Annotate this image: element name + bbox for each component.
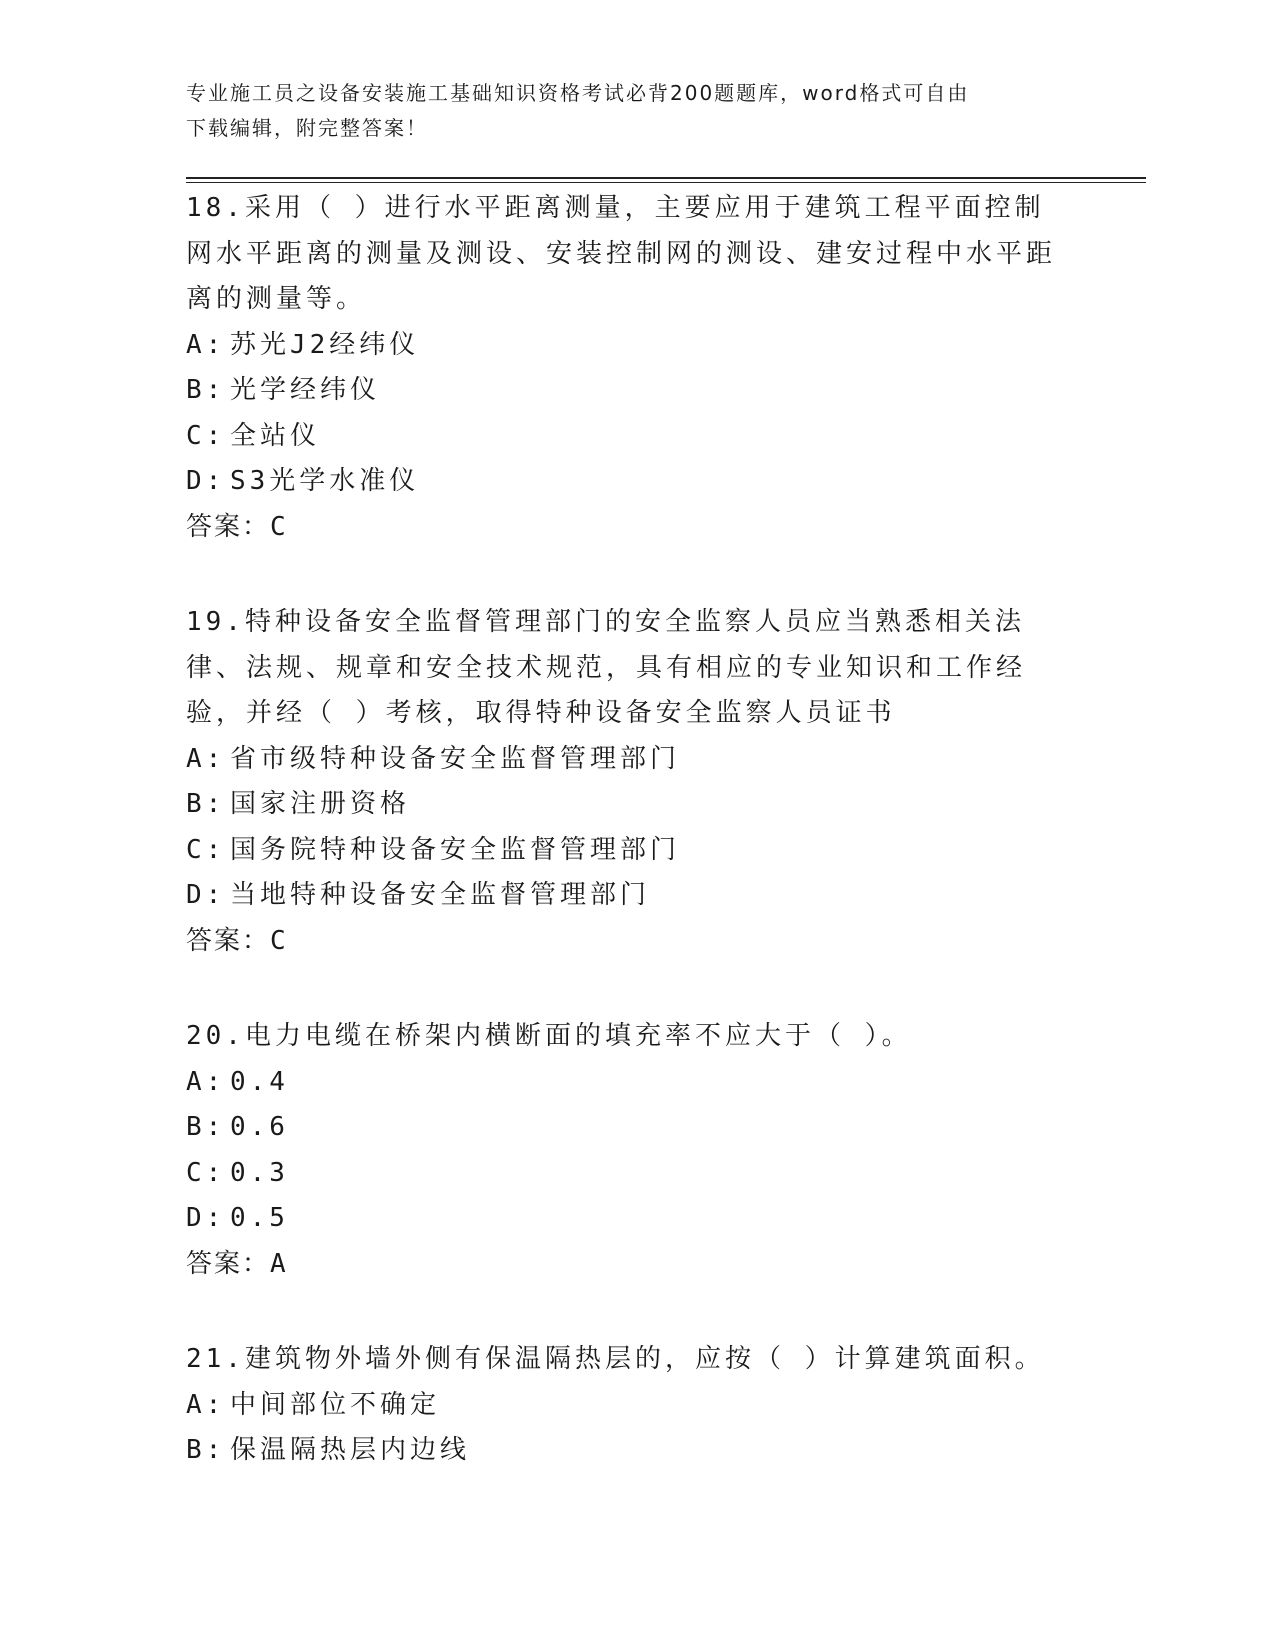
answer-label: 答案： <box>186 925 271 956</box>
option-text: 保温隔热层内边线 <box>230 1435 471 1465</box>
option-d <box>186 459 1066 505</box>
answer <box>186 1242 1066 1288</box>
question-stem: 21.建筑物外墙外侧有保温隔热层的，应按（ ）计算建筑面积。 <box>186 1344 1045 1374</box>
option-a <box>186 323 1066 369</box>
option-letter: C: <box>186 834 226 865</box>
option-c <box>186 828 1066 874</box>
option-c <box>186 1151 1066 1197</box>
question-stem: 19.特种设备安全监督管理部门的安全监察人员应当熟悉相关法律、法规、规章和安全技术规范，具有相应的专业知识和工作经验，并经（ ）考核，取得特种设备安全监察人员证书 <box>186 607 1027 728</box>
answer <box>186 505 1066 551</box>
question-stem: 20.电力电缆在桥架内横断面的填充率不应大于（ ）。 <box>186 1021 912 1051</box>
option-letter: C: <box>186 1157 226 1188</box>
option-b <box>186 1105 1066 1151</box>
answer-label: 答案： <box>186 511 271 542</box>
answer-value: C <box>270 925 288 956</box>
answer-value: C <box>270 511 288 542</box>
option-a <box>186 1060 1066 1106</box>
option-text: 苏光J2经纬仪 <box>230 329 420 360</box>
question-21 <box>186 1337 1066 1474</box>
answer-label: 答案： <box>186 1248 271 1279</box>
question-18 <box>186 186 1066 550</box>
option-letter: D: <box>186 1203 226 1233</box>
option-letter: B: <box>186 375 226 405</box>
option-b <box>186 782 1066 828</box>
question-20 <box>186 1014 1066 1287</box>
option-letter: D: <box>186 466 226 496</box>
answer-value: A <box>270 1248 288 1279</box>
option-text: 0.4 <box>230 1066 289 1097</box>
option-letter: B: <box>186 1435 226 1465</box>
header-divider-thin <box>186 182 1146 183</box>
option-text: 国家注册资格 <box>230 789 411 819</box>
option-text: 全站仪 <box>230 420 321 451</box>
option-letter: C: <box>186 420 226 451</box>
option-d <box>186 1196 1066 1242</box>
option-text: 0.5 <box>230 1203 289 1233</box>
option-text: 光学经纬仪 <box>230 375 381 405</box>
option-text: S3光学水准仪 <box>230 466 420 496</box>
option-text: 省市级特种设备安全监督管理部门 <box>230 743 681 774</box>
option-text: 0.6 <box>230 1112 289 1142</box>
option-text: 国务院特种设备安全监督管理部门 <box>230 834 681 865</box>
option-letter: A: <box>186 329 226 360</box>
option-letter: A: <box>186 1389 226 1420</box>
option-letter: A: <box>186 1066 226 1097</box>
header-line-2: 下载编辑，附完整答案！ <box>186 116 428 140</box>
option-b <box>186 368 1066 414</box>
option-letter: D: <box>186 880 226 910</box>
option-b <box>186 1428 1066 1474</box>
option-letter: A: <box>186 743 226 774</box>
option-c <box>186 414 1066 460</box>
option-text: 中间部位不确定 <box>230 1389 441 1420</box>
answer <box>186 919 1066 965</box>
option-letter: B: <box>186 789 226 819</box>
document-header <box>186 76 1066 146</box>
header-line-1: 专业施工员之设备安装施工基础知识资格考试必背200题题库，word格式可自由 <box>186 81 970 105</box>
question-19 <box>186 600 1066 964</box>
option-d <box>186 873 1066 919</box>
option-text: 0.3 <box>230 1157 289 1188</box>
header-divider-thick <box>186 177 1146 179</box>
option-a <box>186 1383 1066 1429</box>
option-text: 当地特种设备安全监督管理部门 <box>230 880 651 910</box>
question-stem: 18.采用（ ）进行水平距离测量，主要应用于建筑工程平面控制网水平距离的测量及测设、安装控制网的测设、建安过程中水平距离的测量等。 <box>186 193 1057 314</box>
option-letter: B: <box>186 1112 226 1142</box>
question-list <box>186 186 1066 1524</box>
option-a <box>186 737 1066 783</box>
